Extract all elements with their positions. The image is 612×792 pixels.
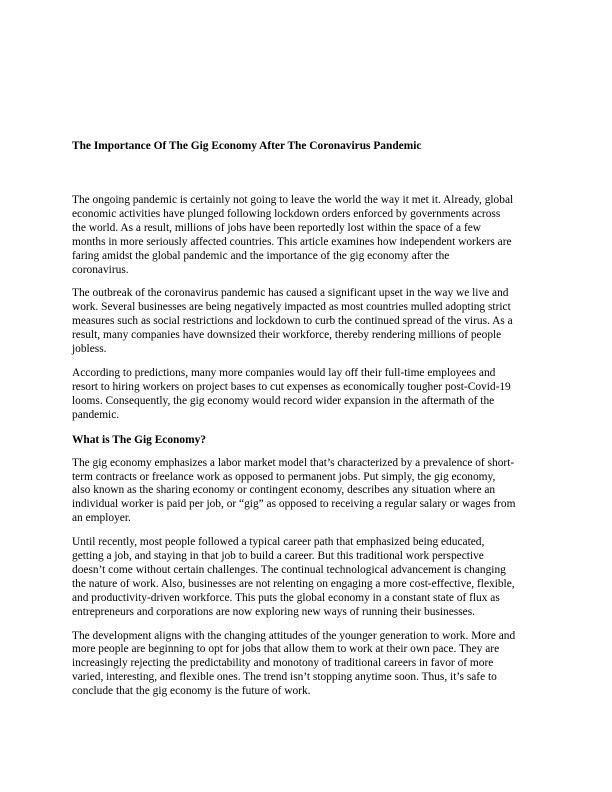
paragraph [72, 367, 544, 423]
paragraph [72, 457, 544, 527]
paragraph [72, 287, 544, 357]
text-line: more people are beginning to opt for jobs that allow them to work at their own pace. They are [72, 643, 500, 656]
text-line: Until recently, most people followed a typical career path that emphasized being educated, [72, 536, 485, 549]
text-line: jobless. [72, 343, 107, 356]
document-title: The Importance Of The Gig Economy After The Coronavirus Pandemic [72, 140, 422, 152]
text-line: The ongoing pandemic is certainly not going to leave the world the way it met it. Already, global [72, 194, 514, 206]
text-line: term contracts or freelance work as opposed to permanent jobs. Put simply, the gig economy, [72, 470, 496, 483]
text-line: economic activities have plunged following lockdown orders enforced by governments across [72, 207, 501, 220]
text-line: entrepreneurs and corporations are now exploring new ways of running their businesses. [72, 605, 475, 618]
text-line: increasingly rejecting the predictability and monotony of traditional careers in favor of more [72, 657, 494, 670]
text-line: the nature of work. Also, businesses are not relenting on engaging a more cost-effective, flexible, [72, 577, 515, 590]
text-line: result, many companies have downsized their workforce, thereby rendering millions of people [72, 329, 502, 342]
text-line: the world. As a result, millions of jobs have been reportedly lost within the space of a few [72, 221, 482, 234]
text-line: According to predictions, many more companies would lay off their full-time employees and [72, 366, 496, 379]
text-line: getting a job, and staying in that job to build a career. But this traditional work perspective [72, 550, 484, 563]
text-line: faring amidst the global pandemic and the importance of the gig economy after the [72, 249, 450, 262]
intro-section [72, 194, 544, 423]
paragraph [72, 194, 544, 277]
paragraph [72, 630, 544, 700]
text-line: looms. Consequently, the gig economy would record wider expansion in the aftermath of the [72, 394, 495, 407]
text-line: months in more seriously affected countries. This article examines how independent workers are [72, 235, 512, 248]
text-line: resort to hiring workers on project bases to cut expenses as economically tougher post-Covid-19 [72, 380, 511, 393]
text-line: varied, interesting, and flexible ones. The trend isn’t stopping anytime soon. Thus, it’s safe to [72, 671, 497, 684]
text-line: measures such as social restrictions and lockdown to curb the continued spread of the virus. As a [72, 315, 513, 328]
section-heading: What is The Gig Economy? [72, 433, 206, 446]
document-body [72, 139, 544, 709]
text-line: coronavirus. [72, 263, 129, 276]
text-line: conclude that the gig economy is the future of work. [72, 685, 311, 698]
text-line: pandemic. [72, 408, 120, 421]
gig-economy-section [72, 457, 544, 700]
text-line: The development aligns with the changing attitudes of the younger generation to work. More and [72, 629, 516, 642]
text-line: also known as the sharing economy or contingent economy, describes any situation where an [72, 484, 496, 497]
text-line: individual worker is paid per job, or “gig” as opposed to receiving a regular salary or wages from [72, 498, 516, 511]
paragraph [72, 536, 544, 619]
text-line: doesn’t come without certain challenges. The continual technological advancement is changing [72, 563, 506, 576]
text-line: The gig economy emphasizes a labor market model that’s characterized by a prevalence of short- [72, 456, 515, 469]
text-line: work. Several businesses are being negatively impacted as most countries mulled adopting strict [72, 301, 511, 314]
text-line: an employer. [72, 512, 131, 525]
text-line: and productivity-driven workforce. This puts the global economy in a constant state of flux as [72, 591, 500, 604]
text-line: The outbreak of the coronavirus pandemic has caused a significant upset in the way we live and [72, 287, 509, 300]
